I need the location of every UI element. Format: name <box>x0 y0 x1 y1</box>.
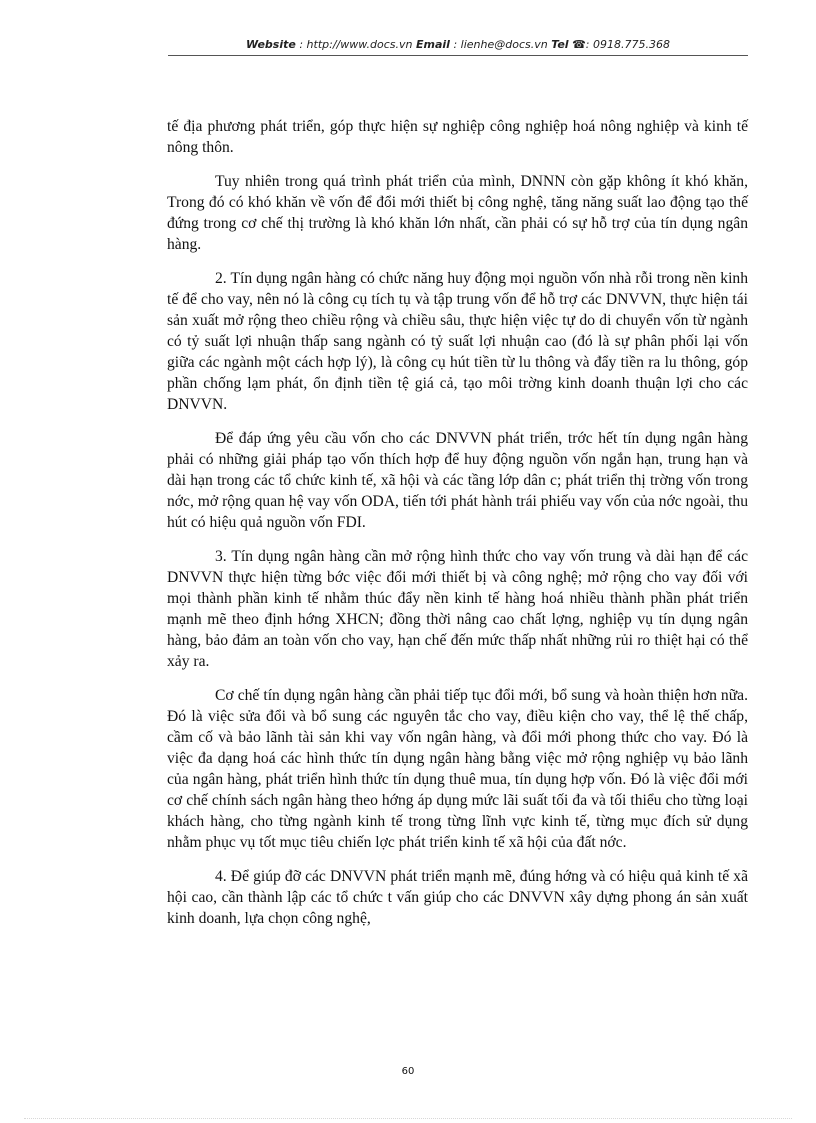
tel-label: Tel <box>551 38 569 51</box>
email-label: Email <box>416 38 450 51</box>
website-url[interactable]: : http://www.docs.vn <box>299 38 413 51</box>
page-header <box>168 38 748 56</box>
page-number: 60 <box>401 1066 415 1077</box>
phone-icon: ☎ <box>572 38 586 51</box>
email-address[interactable]: : lienhe@docs.vn <box>453 38 548 51</box>
paragraph: 3. Tín dụng ngân hàng cần mở rộng hình thức cho vay vốn trung và dài hạn để các DNVVN thực hiện từng bớc việc đổi mới thiết bị và công nghệ; mở rộng cho vay đối với mọi thành phần kinh tế nhằm thúc đẩy nền kinh tế hàng hoá nhiều thành phần phát triển mạnh mẽ theo định hớng XHCN; đồng thời nâng cao chất lợng, nghiệp vụ tín dụng ngân hàng, bảo đảm an toàn vốn cho vay, hạn chế đến mức thấp nhất những rủi ro thiệt hại có thể xảy ra. <box>167 548 748 670</box>
paragraph: 2. Tín dụng ngân hàng có chức năng huy động mọi nguồn vốn nhà rỗi trong nền kinh tế để cho vay, nên nó là công cụ tích tụ và tập trung vốn để hỗ trợ các DNVVN, thực hiện tái sản xuất mở rộng theo chiều rộng và chiều sâu, thực hiện việc tự do di chuyển vốn từ ngành có tỷ suất lợi nhuận thấp sang ngành có tỷ suất lợi nhuận cao (đó là sự phân phối lại vốn giữa các ngành một cách hợp lý), là công cụ hút tiền từ lu thông và đẩy tiền ra lu thông, góp phần chống lạm phát, ổn định tiền tệ giá cả, tạo môi trờng kinh doanh thuận lợi cho các DNVVN. <box>167 270 748 413</box>
paragraph: Cơ chế tín dụng ngân hàng cần phải tiếp tục đổi mới, bổ sung và hoàn thiện hơn nữa. Đó là việc sửa đổi và bổ sung các nguyên tắc cho vay, điều kiện cho vay, thể lệ thế chấp, cầm cố và bảo lãnh tài sản khi vay vốn ngân hàng, và đổi mới phong thức cho vay. Đó là việc đa dạng hoá các hình thức tín dụng ngân hàng bằng việc mở rộng nghiệp vụ bảo lãnh của ngân hàng, phát triển hình thức tín dụng thuê mua, tín dụng hợp vốn. Đó là việc đổi mới cơ chế chính sách ngân hàng theo hớng áp dụng mức lãi suất tối đa và tối thiểu cho từng loại khách hàng, cho từng ngành kinh tế trong từng lĩnh vực kinh tế, từng mục đích sử dụng nhằm phục vụ tốt mục tiêu chiến lợc phát triển kinh tế xã hội của đất nớc. <box>167 687 748 851</box>
paragraph: Để đáp ứng yêu cầu vốn cho các DNVVN phát triển, trớc hết tín dụng ngân hàng phải có những giải pháp tạo vốn thích hợp để huy động nguồn vốn ngắn hạn, trung hạn và dài hạn trong các tổ chức kinh tế, xã hội và các tầng lớp dân c; phát triển thị trờng vốn trong nớc, mở rộng quan hệ vay vốn ODA, tiến tới phát hành trái phiếu vay vốn của nớc ngoài, thu hút có hiệu quả nguồn vốn FDI. <box>167 430 748 531</box>
page-bottom-divider <box>24 1118 792 1119</box>
paragraph: Tuy nhiên trong quá trình phát triển của mình, DNNN còn gặp không ít khó khăn, Trong đó có khó khăn về vốn để đổi mới thiết bị công nghệ, tăng năng suất lao động tạo thế đứng trong cơ chế thị trường là khó khăn lớn nhất, cần phải có sự hỗ trợ của tín dụng ngân hàng. <box>167 173 748 253</box>
paragraph: 4. Để giúp đỡ các DNVVN phát triển mạnh mẽ, đúng hớng và có hiệu quả kinh tế xã hội cao, cần thành lập các tổ chức t vấn giúp cho các DNVVN xây dựng phong án sản xuất kinh doanh, lựa chọn công nghệ, <box>167 868 748 927</box>
tel-number: : 0918.775.368 <box>585 38 670 51</box>
paragraph: tế địa phương phát triển, góp thực hiện sự nghiệp công nghiệp hoá nông nghiệp và kinh tế nông thôn. <box>167 118 748 156</box>
document-body <box>167 116 748 942</box>
website-label: Website <box>246 38 296 51</box>
